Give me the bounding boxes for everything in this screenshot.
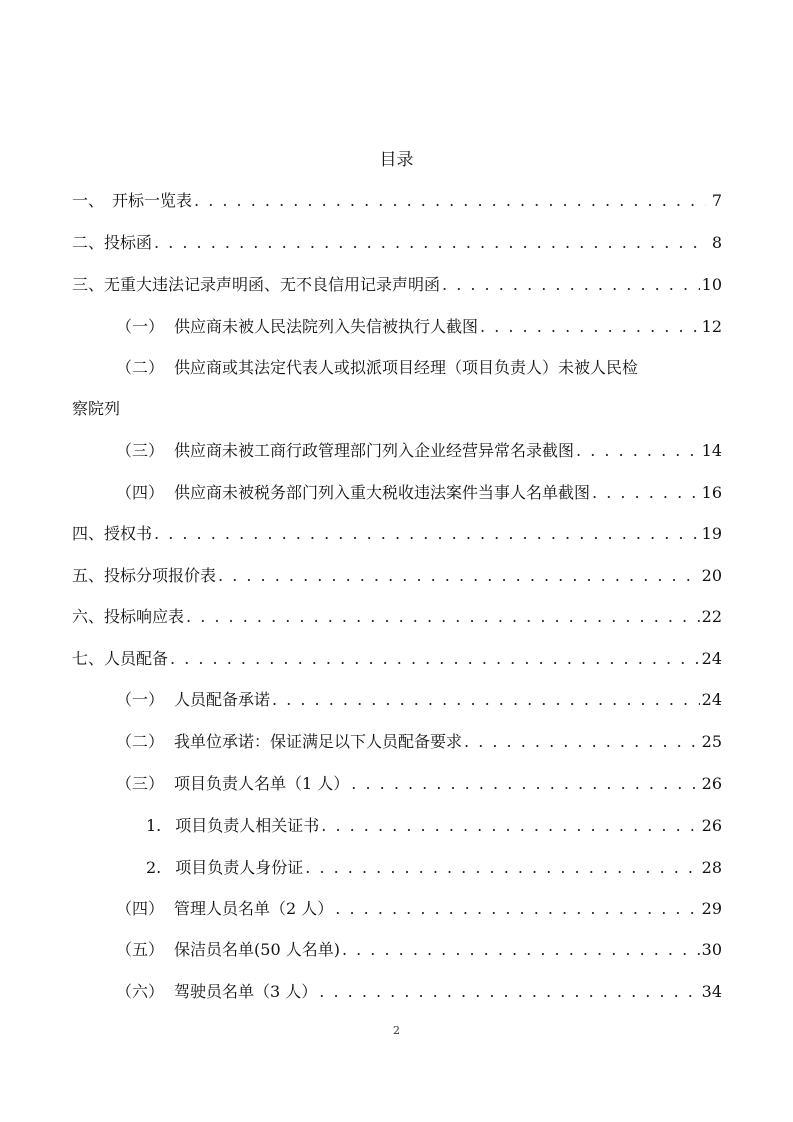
toc-entry-page: 30 bbox=[701, 940, 722, 959]
toc-entry-number: 六、 bbox=[72, 607, 105, 626]
toc-entry-label: 我单位承诺：保证满足以下人员配备要求 bbox=[174, 732, 463, 751]
toc-entry-label: 管理人员名单（2 人） bbox=[174, 899, 334, 918]
dot-leader bbox=[218, 564, 700, 588]
toc-entry-page: 26 bbox=[701, 774, 722, 793]
toc-entry-page: 24 bbox=[701, 690, 722, 709]
toc-entry[interactable] bbox=[72, 522, 722, 546]
toc-entry[interactable] bbox=[146, 814, 722, 838]
dot-leader bbox=[194, 189, 706, 213]
toc-entry-number: 2. bbox=[146, 858, 162, 877]
toc-entry-number: 1. bbox=[146, 816, 162, 835]
toc-entry[interactable] bbox=[72, 189, 722, 213]
toc-entry-continuation[interactable] bbox=[72, 397, 722, 421]
toc-entry-page: 12 bbox=[701, 317, 722, 336]
toc-entry-page: 26 bbox=[701, 816, 722, 835]
dot-leader bbox=[186, 605, 700, 629]
toc-entry-number: （四） bbox=[116, 483, 165, 502]
page-number: 2 bbox=[393, 1024, 400, 1037]
dot-leader bbox=[272, 688, 700, 712]
toc-entry-label: 授权书 bbox=[104, 524, 153, 543]
toc-entry[interactable] bbox=[116, 897, 722, 921]
toc-entry-number: 四、 bbox=[72, 524, 105, 543]
toc-entry[interactable] bbox=[72, 647, 722, 671]
toc-entry[interactable] bbox=[116, 439, 722, 463]
toc-entry-label: 项目负责人名单（1 人） bbox=[174, 774, 350, 793]
dot-leader bbox=[321, 814, 699, 838]
dot-leader bbox=[319, 980, 699, 1004]
toc-entry-label: 人员配备承诺 bbox=[174, 690, 271, 709]
toc-entry-page: 22 bbox=[701, 607, 722, 626]
toc-entry-page: 7 bbox=[711, 191, 722, 210]
toc-entry-page: 10 bbox=[701, 275, 722, 294]
toc-entry-number: （五） bbox=[116, 940, 165, 959]
toc-entry[interactable] bbox=[116, 356, 722, 380]
toc-entry-label: 项目负责人身份证 bbox=[175, 858, 304, 877]
toc-entry-label: 项目负责人相关证书 bbox=[175, 816, 320, 835]
toc-entry-page: 28 bbox=[701, 858, 722, 877]
toc-entry-page: 8 bbox=[711, 233, 722, 252]
toc-entry-label: 驾驶员名单（3 人） bbox=[174, 982, 318, 1001]
toc-entry-number: （三） bbox=[116, 441, 165, 460]
toc-entry-number: 一、 bbox=[72, 191, 105, 210]
toc-entry-number: 五、 bbox=[72, 566, 105, 585]
toc-entry-number: 七、 bbox=[72, 649, 105, 668]
dot-leader bbox=[576, 439, 700, 463]
toc-entry-label: 供应商或其法定代表人或拟派项目经理（项目负责人）未被人民检 bbox=[174, 358, 639, 377]
toc-entry-number: （六） bbox=[116, 982, 165, 1001]
dot-leader bbox=[335, 897, 699, 921]
toc-entry-number: （一） bbox=[116, 317, 165, 336]
toc-entry[interactable] bbox=[72, 564, 722, 588]
toc-entry-number: （二） bbox=[116, 358, 165, 377]
toc-entry-page: 29 bbox=[701, 899, 722, 918]
toc-entry[interactable] bbox=[72, 231, 722, 255]
toc-entry[interactable] bbox=[116, 315, 722, 339]
dot-leader bbox=[154, 522, 700, 546]
toc-entry-label-continued: 察院列 bbox=[72, 399, 121, 418]
dot-leader bbox=[442, 273, 700, 297]
dot-leader bbox=[351, 772, 699, 796]
toc-entry-label: 供应商未被税务部门列入重大税收违法案件当事人名单截图 bbox=[174, 483, 591, 502]
dot-leader bbox=[480, 315, 700, 339]
toc-entry-label: 投标函 bbox=[104, 233, 153, 252]
toc-entry[interactable] bbox=[116, 730, 722, 754]
toc-entry-label: 投标响应表 bbox=[104, 607, 185, 626]
dot-leader bbox=[305, 856, 699, 880]
toc-entry-number: （四） bbox=[116, 899, 165, 918]
toc-entry[interactable] bbox=[116, 481, 722, 505]
toc-entry-number: 二、 bbox=[72, 233, 105, 252]
toc-entry-number: （二） bbox=[116, 732, 165, 751]
toc-entry-label: 人员配备 bbox=[104, 649, 169, 668]
toc-entry-page: 24 bbox=[701, 649, 722, 668]
toc-title: 目录 bbox=[379, 150, 414, 170]
dot-leader bbox=[154, 231, 706, 255]
dot-leader bbox=[342, 938, 700, 962]
toc-entry-label: 保洁员名单(50 人名单) bbox=[174, 940, 340, 959]
toc-entry[interactable] bbox=[116, 688, 722, 712]
toc-entry-page: 34 bbox=[701, 982, 722, 1001]
toc-entry[interactable] bbox=[72, 605, 722, 629]
toc-entry-label: 投标分项报价表 bbox=[104, 566, 217, 585]
toc-entry-number: （三） bbox=[116, 774, 165, 793]
toc-entry[interactable] bbox=[116, 980, 722, 1004]
dot-leader bbox=[170, 647, 700, 671]
toc-entry-label: 供应商未被人民法院列入失信被执行人截图 bbox=[174, 317, 479, 336]
toc-entry[interactable] bbox=[146, 856, 722, 880]
dot-leader bbox=[592, 481, 700, 505]
toc-entry-page: 25 bbox=[701, 732, 722, 751]
toc-entry-number: 三、 bbox=[72, 275, 105, 294]
toc-entry[interactable] bbox=[116, 772, 722, 796]
toc-entry-page: 19 bbox=[701, 524, 722, 543]
toc-entry-number: （一） bbox=[116, 690, 165, 709]
toc-entry-page: 20 bbox=[701, 566, 722, 585]
dot-leader bbox=[464, 730, 700, 754]
toc-entry-page: 14 bbox=[701, 441, 722, 460]
toc-entry[interactable] bbox=[116, 938, 722, 962]
toc-entry-label: 供应商未被工商行政管理部门列入企业经营异常名录截图 bbox=[174, 441, 575, 460]
toc-entry-page: 16 bbox=[701, 483, 722, 502]
toc-entry[interactable] bbox=[72, 273, 722, 297]
toc-entry-label: 无重大违法记录声明函、无不良信用记录声明函 bbox=[104, 275, 441, 294]
toc-entry-label: 开标一览表 bbox=[112, 191, 193, 210]
